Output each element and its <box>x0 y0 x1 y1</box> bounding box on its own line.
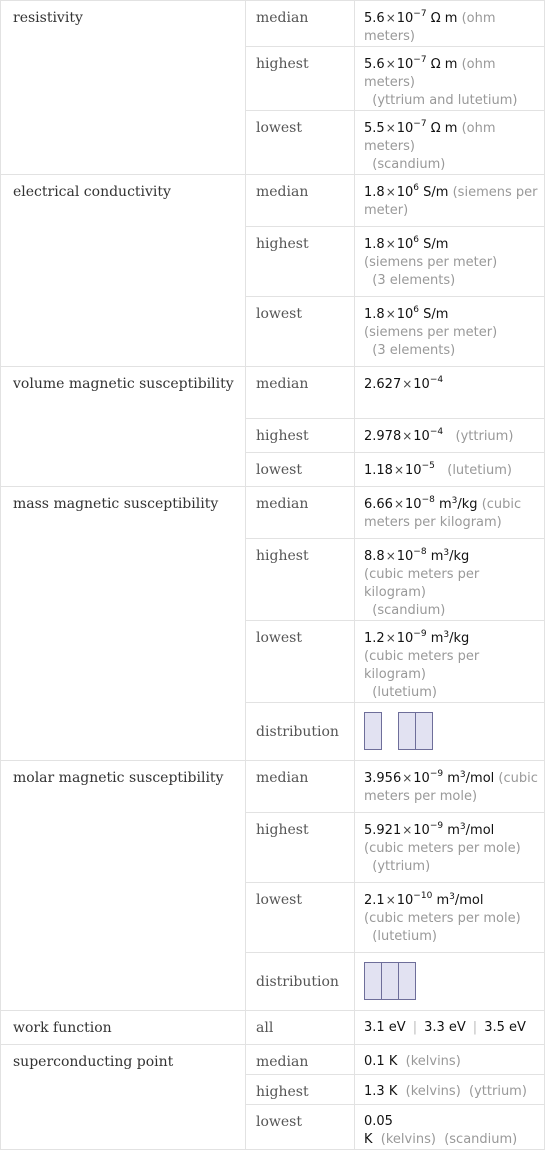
value-separator: | <box>412 1020 418 1035</box>
unit: S/m <box>423 307 449 322</box>
element-note: (lutetium) <box>372 685 437 700</box>
unit-power: 3 <box>459 770 466 780</box>
exponent: −9 <box>413 629 427 639</box>
unit-base: m <box>447 823 460 838</box>
ten: 10 <box>396 549 414 564</box>
value-cell <box>355 953 545 1011</box>
sub-label: lowest <box>246 297 355 367</box>
unit-description: (cubic meters per mole) <box>364 771 538 804</box>
distribution-histogram <box>364 712 540 750</box>
unit-description: (cubic meters per kilogram) <box>364 567 480 600</box>
unit: Ω m <box>430 57 458 72</box>
ten: 10 <box>396 237 414 252</box>
unit-base: m <box>436 893 450 908</box>
row-label-molar-magnetic-susceptibility: molar magnetic susceptibility <box>1 761 246 1011</box>
unit-power: 3 <box>451 496 458 506</box>
times-sign: × <box>393 497 405 511</box>
value-cell <box>355 883 545 953</box>
element-note: (yttrium) <box>455 429 514 444</box>
mantissa: 8.8 <box>364 549 385 564</box>
times-sign: × <box>385 11 396 25</box>
sub-label: highest <box>246 813 355 883</box>
unit <box>447 823 494 838</box>
sub-label: lowest <box>246 453 355 487</box>
sub-label: lowest <box>246 111 355 175</box>
work-function-value: 3.1 eV <box>364 1020 406 1035</box>
element-note: (yttrium and lutetium) <box>372 93 518 108</box>
value-cell <box>355 47 545 111</box>
unit-power: 3 <box>449 892 455 902</box>
exponent: −8 <box>421 495 435 505</box>
ten: 10 <box>413 377 430 392</box>
work-function-value: 3.5 eV <box>484 1020 526 1035</box>
unit <box>447 771 494 786</box>
unit-description: (kelvins) <box>405 1084 461 1099</box>
exponent: −7 <box>413 119 427 129</box>
value-cell <box>355 703 545 761</box>
mantissa: 5.5 <box>364 121 385 136</box>
times-sign: × <box>393 463 405 477</box>
unit <box>431 631 470 646</box>
row-label-superconducting-point: superconducting point <box>1 1045 246 1150</box>
unit-description: (siemens per meter) <box>364 325 498 340</box>
unit-tail: /kg <box>449 631 470 646</box>
mantissa: 1.2 <box>364 631 385 646</box>
times-sign: × <box>402 823 413 837</box>
times-sign: × <box>402 771 413 785</box>
value: 1.3 <box>364 1084 385 1099</box>
unit-tail: /kg <box>457 497 478 512</box>
table-row <box>1 487 545 539</box>
value-cell <box>355 1045 545 1075</box>
row-label-volume-magnetic-susceptibility: volume magnetic susceptibility <box>1 367 246 487</box>
sub-label: highest <box>246 419 355 453</box>
unit: S/m <box>423 185 449 200</box>
mantissa: 5.6 <box>364 57 385 72</box>
exponent: 6 <box>413 305 420 315</box>
element-note: (3 elements) <box>372 343 456 358</box>
value-cell <box>355 419 545 453</box>
sub-label: highest <box>246 227 355 297</box>
value-cell <box>355 175 545 227</box>
unit-description: (kelvins) <box>405 1054 461 1069</box>
ten: 10 <box>405 497 422 512</box>
exponent: −9 <box>429 821 444 831</box>
exponent: −4 <box>429 427 444 437</box>
unit: K <box>388 1054 398 1069</box>
value-separator: | <box>472 1020 478 1035</box>
value-cell <box>355 761 545 813</box>
value-cell <box>355 1011 545 1045</box>
exponent: −9 <box>429 769 444 779</box>
element-note: (lutetium) <box>447 463 512 478</box>
mantissa: 1.8 <box>364 307 385 322</box>
sub-label: lowest <box>246 1105 355 1150</box>
unit-power: 3 <box>459 822 466 832</box>
unit-tail: /kg <box>449 549 470 564</box>
row-label-resistivity: resistivity <box>1 1 246 175</box>
unit-base: m <box>447 771 460 786</box>
value-cell <box>355 111 545 175</box>
sub-label: lowest <box>246 883 355 953</box>
value-cell <box>355 367 545 419</box>
unit <box>439 497 478 512</box>
table-row <box>1 761 545 813</box>
ten: 10 <box>396 307 414 322</box>
value: 0.1 <box>364 1054 385 1069</box>
unit-description: (cubic meters per kilogram) <box>364 497 522 530</box>
mantissa: 1.18 <box>364 463 393 478</box>
sub-label: median <box>246 761 355 813</box>
unit-description: (siemens per meter) <box>364 185 538 218</box>
histogram-bar <box>398 712 416 750</box>
unit: K <box>388 1084 398 1099</box>
times-sign: × <box>385 631 396 645</box>
value: 0.05 <box>364 1114 393 1129</box>
mantissa: 2.1 <box>364 893 385 908</box>
exponent: 6 <box>413 183 420 193</box>
sub-label: highest <box>246 47 355 111</box>
unit-power: 3 <box>443 630 450 640</box>
table-row <box>1 1011 545 1045</box>
sub-label: distribution <box>246 703 355 761</box>
ten: 10 <box>396 185 414 200</box>
histogram-bar <box>364 962 382 1000</box>
unit-description: (ohm meters) <box>364 121 496 154</box>
exponent: −4 <box>429 375 444 385</box>
sub-label: highest <box>246 539 355 621</box>
mantissa: 1.8 <box>364 237 385 252</box>
times-sign: × <box>385 57 396 71</box>
value-cell <box>355 1105 545 1150</box>
exponent: −10 <box>413 891 433 901</box>
unit-power: 3 <box>443 548 450 558</box>
times-sign: × <box>385 185 396 199</box>
times-sign: × <box>385 549 396 563</box>
element-note: (lutetium) <box>372 929 437 944</box>
exponent: 6 <box>413 235 420 245</box>
sub-label: median <box>246 487 355 539</box>
ten: 10 <box>413 823 430 838</box>
element-note: (yttrium) <box>372 859 431 874</box>
unit-base: m <box>430 631 444 646</box>
work-function-value: 3.3 eV <box>424 1020 466 1035</box>
unit <box>431 549 470 564</box>
value-cell <box>355 621 545 703</box>
sub-label: lowest <box>246 621 355 703</box>
mantissa: 2.627 <box>364 377 402 392</box>
value-cell <box>355 227 545 297</box>
sub-label: all <box>246 1011 355 1045</box>
times-sign: × <box>385 121 396 135</box>
mantissa: 5.6 <box>364 11 385 26</box>
unit-description: (kelvins) <box>380 1132 436 1147</box>
value-cell <box>355 487 545 539</box>
unit: Ω m <box>430 121 458 136</box>
mantissa: 1.8 <box>364 185 385 200</box>
value-cell <box>355 453 545 487</box>
table-row <box>1 1 545 47</box>
value-cell <box>355 297 545 367</box>
mantissa: 2.978 <box>364 429 402 444</box>
unit-description: (cubic meters per kilogram) <box>364 649 480 682</box>
times-sign: × <box>385 307 396 321</box>
exponent: −7 <box>413 55 427 65</box>
unit <box>436 893 483 908</box>
ten: 10 <box>405 463 422 478</box>
times-sign: × <box>402 429 413 443</box>
ten: 10 <box>413 771 430 786</box>
histogram-bar <box>364 712 382 750</box>
sub-label: distribution <box>246 953 355 1011</box>
sub-label: median <box>246 175 355 227</box>
ten: 10 <box>396 893 414 908</box>
table-row <box>1 175 545 227</box>
unit-description: (siemens per meter) <box>364 255 498 270</box>
value-cell <box>355 813 545 883</box>
value-cell <box>355 1 545 47</box>
times-sign: × <box>385 893 396 907</box>
exponent: −5 <box>421 461 435 471</box>
ten: 10 <box>396 631 414 646</box>
mantissa: 5.921 <box>364 823 402 838</box>
unit-description: (cubic meters per mole) <box>364 911 521 926</box>
row-label-mass-magnetic-susceptibility: mass magnetic susceptibility <box>1 487 246 761</box>
table-row <box>1 367 545 419</box>
value-cell <box>355 539 545 621</box>
ten: 10 <box>396 57 414 72</box>
table-row <box>1 1045 545 1075</box>
row-label-work-function: work function <box>1 1011 246 1045</box>
unit-description: (ohm meters) <box>364 11 496 44</box>
unit-base: m <box>430 549 444 564</box>
sub-label: median <box>246 367 355 419</box>
unit: K <box>364 1132 373 1147</box>
mantissa: 6.66 <box>364 497 393 512</box>
unit-tail: /mol <box>465 771 495 786</box>
histogram-bar <box>415 712 433 750</box>
unit: S/m <box>423 237 449 252</box>
exponent: −7 <box>413 9 427 19</box>
value-cell <box>355 1075 545 1105</box>
element-note: (3 elements) <box>372 273 456 288</box>
histogram-bar <box>381 962 399 1000</box>
histogram-bar <box>398 962 416 1000</box>
element-note: (scandium) <box>372 157 446 172</box>
times-sign: × <box>402 377 413 391</box>
exponent: −8 <box>413 547 427 557</box>
ten: 10 <box>413 429 430 444</box>
times-sign: × <box>385 237 396 251</box>
mantissa: 3.956 <box>364 771 402 786</box>
unit: Ω m <box>430 11 458 26</box>
element-note: (scandium) <box>444 1132 518 1147</box>
unit-description: (ohm meters) <box>364 57 496 90</box>
distribution-histogram <box>364 962 540 1000</box>
sub-label: highest <box>246 1075 355 1105</box>
unit-description: (cubic meters per mole) <box>364 841 521 856</box>
element-note: (scandium) <box>372 603 446 618</box>
unit-base: m <box>438 497 452 512</box>
sub-label: median <box>246 1 355 47</box>
ten: 10 <box>396 11 414 26</box>
row-label-electrical-conductivity: electrical conductivity <box>1 175 246 367</box>
ten: 10 <box>396 121 414 136</box>
element-note: (yttrium) <box>469 1084 527 1099</box>
unit-tail: /mol <box>465 823 495 838</box>
sub-label: median <box>246 1045 355 1075</box>
unit-tail: /mol <box>454 893 484 908</box>
